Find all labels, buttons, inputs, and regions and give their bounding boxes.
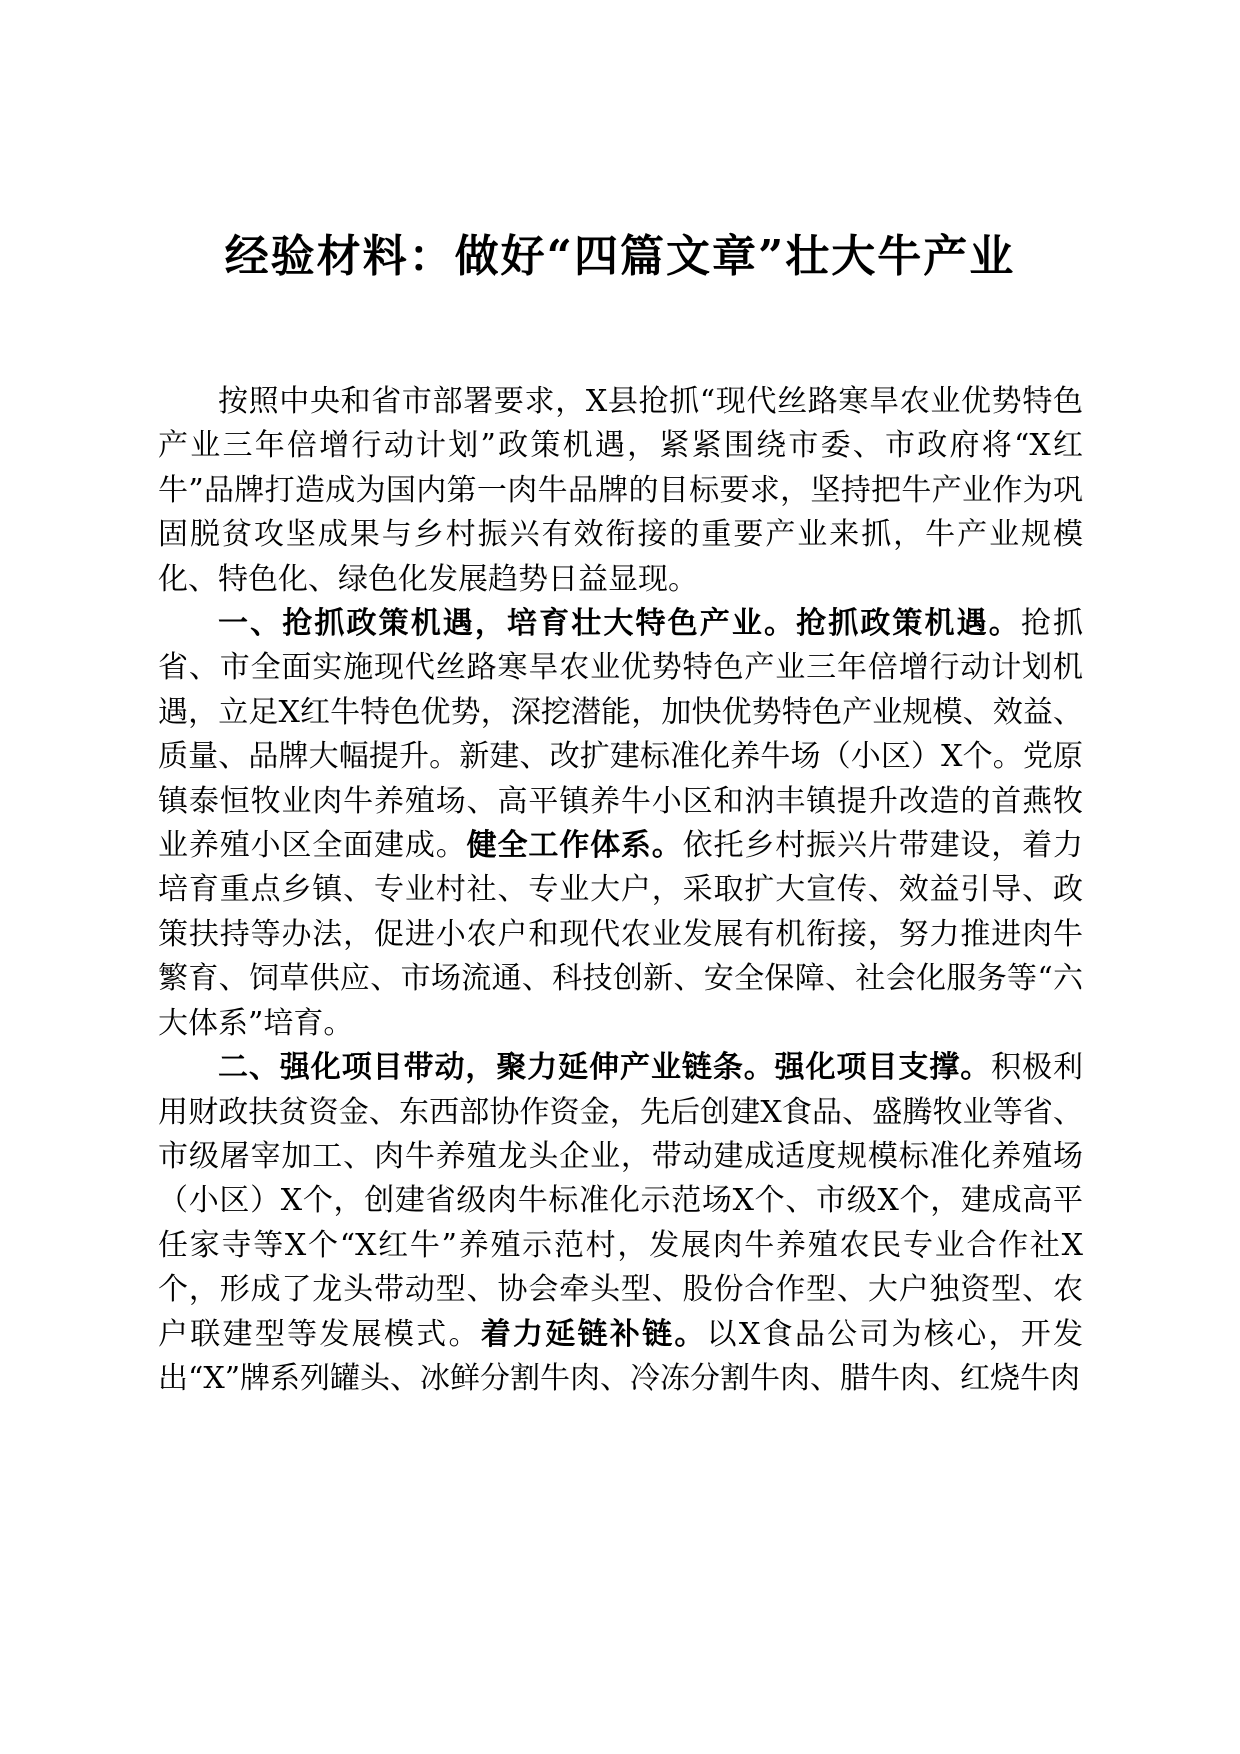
section-2-text-1: 积极利用财政扶贫资金、东西部协作资金，先后创建X食品、盛腾牧业等省、市级屠宰加工、肉牛养殖龙头企业，带动建成适度规模标准化养殖场（小区）X个，创建省级肉牛标准化示范场X个、市级X个，建成高平任家寺等X个“X红牛”养殖示范村，发展肉牛养殖农民专业合作社X个，形成了龙头带动型、协会牵头型、股份合作型、大户独资型、农户联建型等发展模式。 xyxy=(158,1050,1084,1352)
section-1-heading: 一、抢抓政策机遇，培育壮大特色产业。 xyxy=(218,606,797,642)
section-1-subtitle-2: 健全工作体系。 xyxy=(466,828,683,864)
section-2-subtitle-2: 着力延链补链。 xyxy=(480,1316,707,1352)
section-1-subtitle-1: 抢抓政策机遇。 xyxy=(796,606,1021,642)
document-body xyxy=(158,380,1083,1401)
section-2-paragraph xyxy=(158,1046,1083,1401)
section-1-text-2: 依托乡村振兴片带建设，着力培育重点乡镇、专业村社、专业大户，采取扩大宣传、效益引导、政策扶持等办法，促进小农户和现代农业发展有机衔接，努力推进肉牛繁育、饲草供应、市场流通、科技创新、安全保障、社会化服务等“六大体系”培育。 xyxy=(158,828,1084,1041)
section-2-subtitle-1: 强化项目支撑。 xyxy=(774,1050,992,1086)
document-title: 经验材料：做好“四篇文章”壮大牛产业 xyxy=(224,231,1016,282)
intro-paragraph: 按照中央和省市部署要求，X县抢抓“现代丝路寒旱农业优势特色产业三年倍增行动计划”政策机遇，紧紧围绕市委、市政府将“X红牛”品牌打造成为国内第一肉牛品牌的目标要求，坚持把牛产业作为巩固脱贫攻坚成果与乡村振兴有效衔接的重要产业来抓，牛产业规模化、特色化、绿色化发展趋势日益显现。 xyxy=(158,384,1083,597)
section-1-text-1: 抢抓省、市全面实施现代丝路寒旱农业优势特色产业三年倍增行动计划机遇，立足X红牛特色优势，深挖潜能，加快优势特色产业规模、效益、质量、品牌大幅提升。新建、改扩建标准化养牛场（小区）X个。党原镇泰恒牧业肉牛养殖场、高平镇养牛小区和汭丰镇提升改造的首燕牧业养殖小区全面建成。 xyxy=(158,606,1084,864)
section-2-heading: 二、强化项目带动，聚力延伸产业链条。 xyxy=(218,1050,775,1086)
section-1-paragraph xyxy=(158,602,1083,1046)
section-2-text-2: 以X食品公司为核心，开发出“X”牌系列罐头、冰鲜分割牛肉、冷冻分割牛肉、腊牛肉、红烧牛肉 xyxy=(158,1316,1084,1396)
